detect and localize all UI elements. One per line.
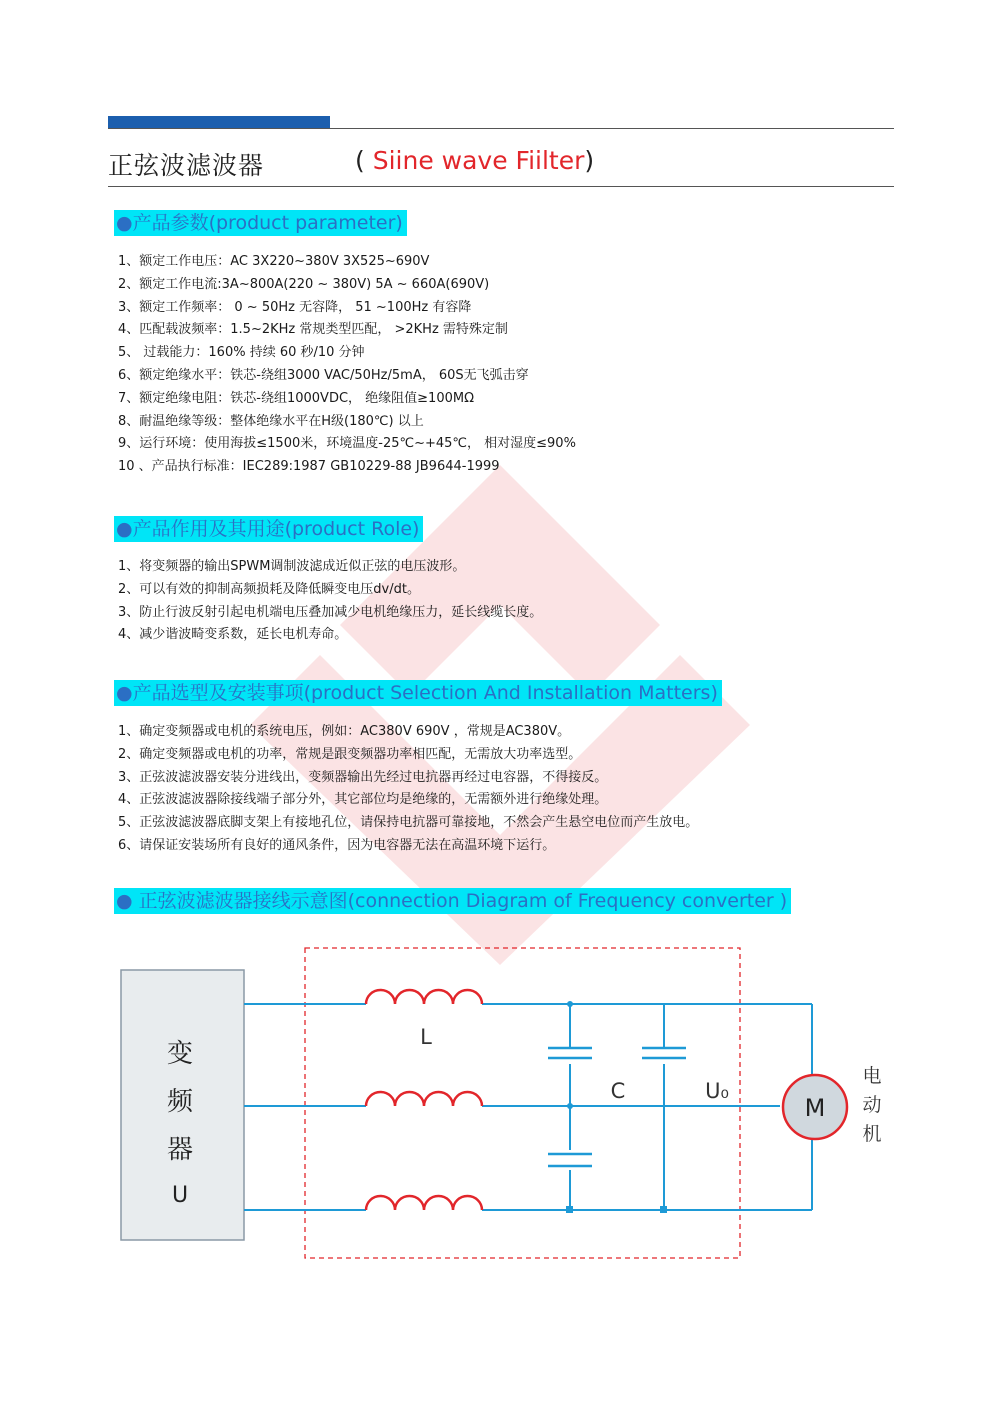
header-accent-bar	[108, 116, 330, 128]
junction-dot	[567, 1103, 573, 1109]
motor-letter: M	[804, 1094, 826, 1122]
list-item: 2、确定变频器或电机的功率，常规是跟变频器功率相匹配，无需放大功率选型。	[118, 746, 582, 762]
output-voltage-label: U₀	[705, 1079, 729, 1103]
motor-label-char: 电	[862, 1065, 882, 1087]
inductor-coil	[366, 990, 482, 1004]
list-item: 8、耐温绝缘等级：整体绝缘水平在H级(180℃) 以上	[118, 413, 424, 429]
title-word-filter: iilter	[528, 146, 585, 175]
list-item: 5、正弦波滤波器底脚支架上有接地孔位，请保持电抗器可靠接地，不然会产生悬空电位而产生放电。	[118, 815, 699, 831]
list-item: 4、匹配载波频率：1.5~2KHz 常规类型匹配， >2KHz 需特殊定制	[118, 322, 508, 338]
header-bottom-rule	[108, 186, 894, 187]
page-title-en	[355, 146, 594, 175]
list-item: 9、运行环境：使用海拔≤1500米，环境温度-25℃~+45℃， 相对湿度≤90%	[118, 436, 576, 452]
motor-label-char: 机	[862, 1123, 882, 1145]
inverter-label-char: 器	[166, 1135, 194, 1165]
section-heading-role: ●产品作用及其用途(product Role)	[114, 516, 423, 542]
inductor-coil	[366, 1196, 482, 1210]
title-paren-close: )	[584, 146, 595, 175]
list-item: 2、可以有效的抑制高频损耗及降低瞬变电压dv/dt。	[118, 581, 420, 597]
list-item: 1、额定工作电压：AC 3X220~380V 3X525~690V	[118, 254, 430, 269]
inverter-label-char: 频	[166, 1087, 194, 1117]
inductor-coil	[366, 1092, 482, 1106]
list-item: 6、额定绝缘水平：铁芯-绕组3000 VAC/50Hz/5mA， 60S无飞弧击穿	[118, 367, 529, 383]
list-item: 1、确定变频器或电机的系统电压，例如：AC380V 690V ，常规是AC380V。	[118, 724, 571, 739]
inductor-label: L	[420, 1025, 432, 1049]
section-heading-diagram: ● 正弦波滤波器接线示意图(connection Diagram of Frequency converter )	[114, 888, 791, 914]
list-item: 6、请保证安装场所有良好的通风条件，因为电容器无法在高温环境下运行。	[118, 837, 556, 853]
junction-dot	[660, 1206, 667, 1213]
list-item: 7、额定绝缘电阻：铁芯-绕组1000VDC， 绝缘阻值≥100MΩ	[118, 390, 475, 406]
list-item: 3、防止行波反射引起电机端电压叠加减少电机绝缘压力，延长线缆长度。	[118, 604, 543, 620]
connection-diagram	[0, 930, 1000, 1290]
title-paren-open: (	[355, 146, 373, 175]
header-rule	[108, 128, 894, 129]
section-heading-selection: ●产品选型及安装事项(product Selection And Installation Matters)	[114, 680, 722, 706]
list-item: 4、减少谐波畸变系数，延长电机寿命。	[118, 627, 348, 643]
capacitor-label: C	[610, 1079, 626, 1103]
page-title: 正弦波滤波器	[108, 151, 265, 180]
title-word-sine: iine wave	[388, 146, 516, 175]
list-item: 3、额定工作频率： 0 ~ 50Hz 无容降， 51 ~100Hz 有容降	[118, 299, 472, 315]
title-letter-f: F	[515, 146, 529, 175]
list-item: 5、 过载能力：160% 持续 60 秒/10 分钟	[118, 345, 365, 361]
role-list	[118, 556, 542, 647]
section-heading-params: ●产品参数(product parameter)	[114, 210, 407, 236]
inverter-label-char: U	[171, 1183, 189, 1208]
motor-label-char: 动	[862, 1094, 882, 1116]
junction-dot	[566, 1206, 573, 1213]
junction-dot	[567, 1001, 573, 1007]
inverter-label-char: 变	[166, 1039, 194, 1069]
params-list	[118, 251, 576, 479]
list-item: 10 、产品执行标准：IEC289:1987 GB10229-88 JB9644-1999	[118, 459, 500, 475]
list-item: 4、正弦波滤波器除接线端子部分外，其它部位均是绝缘的，无需额外进行绝缘处理。	[118, 792, 608, 808]
selection-list	[118, 721, 698, 858]
title-letter-s: S	[372, 146, 389, 175]
list-item: 3、正弦波滤波器安装分进线出，变频器输出先经过电抗器再经过电容器，不得接反。	[118, 769, 608, 785]
list-item: 2、额定工作电流:3A~800A(220 ~ 380V) 5A ~ 660A(690V)	[118, 276, 490, 292]
list-item: 1、将变频器的输出SPWM调制波滤成近似正弦的电压波形。	[118, 559, 466, 574]
